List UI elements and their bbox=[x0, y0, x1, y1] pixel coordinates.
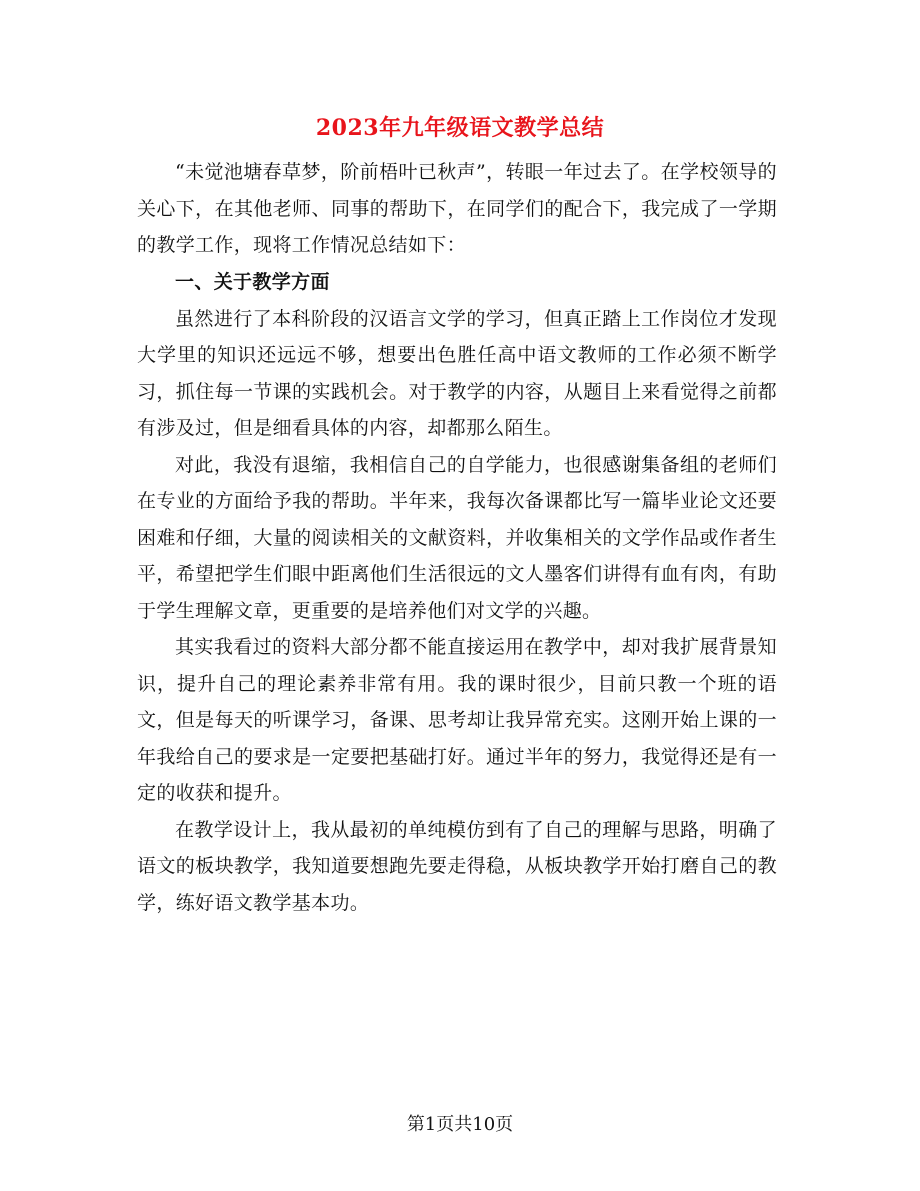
document-title: 2023年九年级语文教学总结 bbox=[315, 115, 605, 141]
body-paragraph: 对此，我没有退缩，我相信自己的自学能力，也很感谢集备组的老师们在专业的方面给予我的帮助。半年来，我每次备课都比写一篇毕业论文还要困难和仔细，大量的阅读相关的文献资料，并收集相关的文学作品或作者生平，希望把学生们眼中距离他们生活很远的文人墨客们讲得有血有肉，有助于学生理解文章，更重要的是培养他们对文学的兴趣。 bbox=[137, 453, 777, 622]
body-paragraph: 虽然进行了本科阶段的汉语言文学的学习，但真正踏上工作岗位才发现大学里的知识还远远不够，想要出色胜任高中语文教师的工作必须不断学习，抓住每一节课的实践机会。对于教学的内容，从题目上来看觉得之前都有涉及过，但是细看具体的内容，却都那么陌生。 bbox=[137, 307, 777, 439]
page-number-footer: 第1页共10页 bbox=[406, 1114, 514, 1135]
intro-paragraph: “未觉池塘春草梦，阶前梧叶已秋声”，转眼一年过去了。在学校领导的关心下，在其他老师、同事的帮助下，在同学们的配合下，我完成了一学期的教学工作，现将工作情况总结如下： bbox=[137, 161, 777, 256]
document-body bbox=[137, 154, 777, 921]
section-heading-teaching: 一、关于教学方面 bbox=[175, 270, 330, 293]
body-paragraph: 其实我看过的资料大部分都不能直接运用在教学中，却对我扩展背景知识，提升自己的理论素养非常有用。我的课时很少，目前只教一个班的语文，但是每天的听课学习，备课、思考却让我异常充实。这刚开始上课的一年我给自己的要求是一定要把基础打好。通过半年的努力，我觉得还是有一定的收获和提升。 bbox=[137, 636, 777, 804]
body-paragraph: 在教学设计上，我从最初的单纯模仿到有了自己的理解与思路，明确了语文的板块教学，我知道要想跑先要走得稳，从板块教学开始打磨自己的教学，练好语文教学基本功。 bbox=[137, 818, 777, 914]
